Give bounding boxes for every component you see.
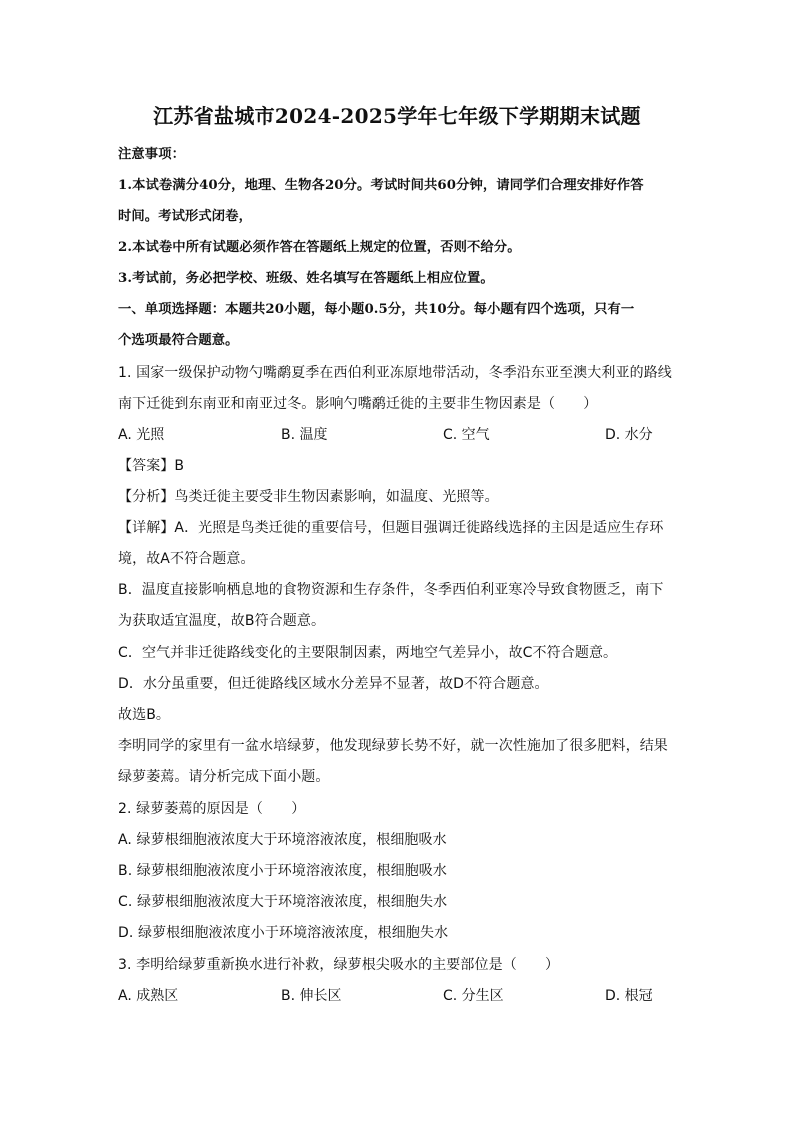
q3-option-b: B. 伸长区 <box>281 988 342 1004</box>
q2-option-a: A. 绿萝根细胞液浓度大于环境溶液浓度，根细胞吸水 <box>118 832 447 848</box>
q1-detail-line-4: 为获取适宜温度，故B符合题意。 <box>118 613 326 629</box>
q3-stem: 3. 李明给绿萝重新换水进行补救，绿萝根尖吸水的主要部位是（ ） <box>118 957 560 973</box>
q1-detail-line-7: 故选B。 <box>118 707 171 723</box>
q2-option-c: C. 绿萝根细胞液浓度大于环境溶液浓度，根细胞失水 <box>118 894 448 910</box>
notice-heading: 注意事项： <box>118 147 185 162</box>
q1-option-a: A. 光照 <box>118 427 165 443</box>
section-heading: 一、单项选择题：本题共20小题，每小题0.5分，共10分。每小题有四个选项，只有一 <box>118 302 635 317</box>
q1-option-d: D. 水分 <box>605 427 653 443</box>
q1-stem-line-2: 南下迁徙到东南亚和南亚过冬。影响勺嘴鹬迁徙的主要非生物因素是（ ） <box>118 396 598 412</box>
q1-stem-line-1: 1. 国家一级保护动物勺嘴鹬夏季在西伯利亚冻原地带活动，冬季沿东亚至澳大利亚的路线 <box>118 365 672 381</box>
q2-option-b: B. 绿萝根细胞液浓度小于环境溶液浓度，根细胞吸水 <box>118 863 448 879</box>
q1-detail-line-1: 【详解】A．光照是鸟类迁徙的重要信号，但题目强调迁徙路线选择的主因是适应生存环 <box>118 520 664 536</box>
notice-line-3: 3.考试前，务必把学校、班级、姓名填写在答题纸上相应位置。 <box>118 271 494 286</box>
q1-detail-line-3: B．温度直接影响栖息地的食物资源和生存条件，冬季西伯利亚寒冷导致食物匮乏，南下 <box>118 582 664 598</box>
notice-line-1-cont: 时间。考试形式闭卷， <box>118 209 252 224</box>
q1-answer: 【答案】B <box>118 458 185 474</box>
q1-detail-line-2: 境，故A不符合题意。 <box>118 551 255 567</box>
q3-option-c: C. 分生区 <box>443 988 504 1004</box>
section-heading-cont: 个选项最符合题意。 <box>118 333 239 348</box>
q3-option-a: A. 成熟区 <box>118 988 179 1004</box>
page-title: 江苏省盐城市2024-2025学年七年级下学期期末试题 <box>153 104 641 128</box>
passage-line-1: 李明同学的家里有一盆水培绿萝，他发现绿萝长势不好，就一次性施加了很多肥料，结果 <box>118 738 668 754</box>
q3-option-d: D. 根冠 <box>605 988 653 1004</box>
q1-detail-line-6: D．水分虽重要，但迁徙路线区域水分差异不显著，故D不符合题意。 <box>118 676 549 692</box>
q1-option-b: B. 温度 <box>281 427 328 443</box>
q1-detail-line-5: C．空气并非迁徙路线变化的主要限制因素，两地空气差异小，故C不符合题意。 <box>118 645 618 661</box>
q1-option-c: C. 空气 <box>443 427 490 443</box>
passage-line-2: 绿萝萎蔫。请分析完成下面小题。 <box>118 769 330 785</box>
q2-option-d: D. 绿萝根细胞液浓度小于环境溶液浓度，根细胞失水 <box>118 925 449 941</box>
notice-line-2: 2.本试卷中所有试题必须作答在答题纸上规定的位置，否则不给分。 <box>118 240 521 255</box>
notice-line-1: 1.本试卷满分40分，地理、生物各20分。考试时间共60分钟，请同学们合理安排好作答 <box>118 178 644 193</box>
q2-stem: 2. 绿萝萎蔫的原因是（ ） <box>118 801 306 817</box>
q1-analysis: 【分析】鸟类迁徙主要受非生物因素影响，如温度、光照等。 <box>118 489 499 505</box>
